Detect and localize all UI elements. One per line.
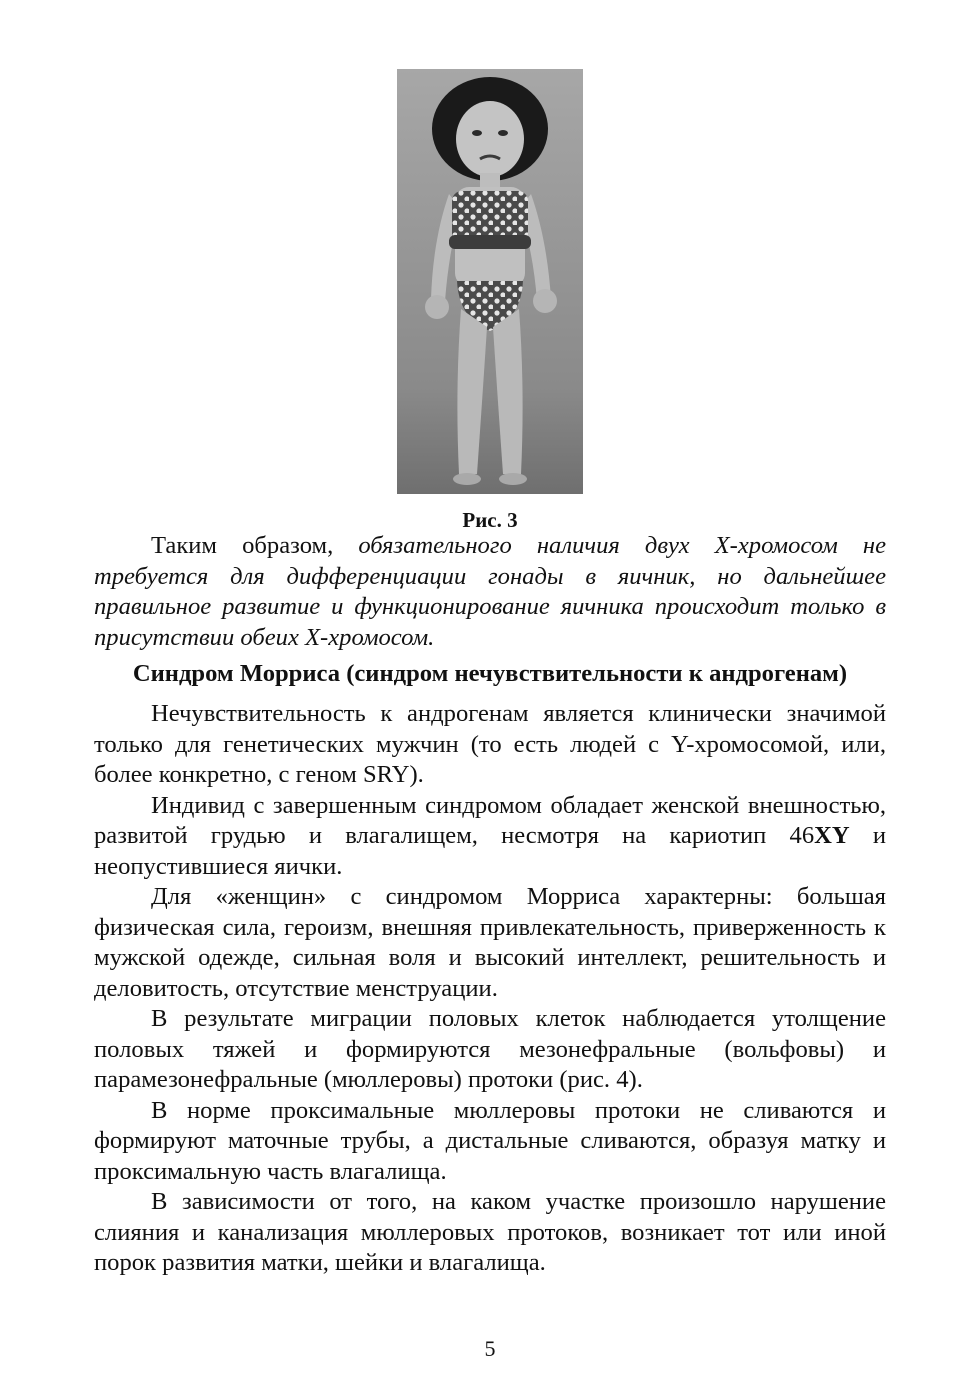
intro-emphasis: обязательного наличия двух Х-хромосом не требуется для дифференциации гонады в яичник, но дальнейшее правильное развитие и функционирование яичника происходит только в присутствии обеих Х-хромосом.: [94, 532, 886, 651]
paragraph-4: В результате миграции половых клеток наблюдается утолщение половых тяжей и формируются мезонефральные (вольфовы) и парамезонефральные (мюллеровы) протоки (рис. 4).: [94, 1005, 886, 1093]
child-photo-illustration: [397, 69, 583, 494]
paragraph-2-text: Индивид с завершенным синдромом обладает женской внешностью, развитой грудью и влагалищем, несмотря на кариотип 46: [94, 791, 886, 849]
paragraph-3: Для «женщин» с синдромом Морриса характерны: большая физическая сила, героизм, внешняя привлекательность, приверженность к мужской одежде, сильная воля и высокий интеллект, решительность и деловитость, отсутствие менструации.: [94, 883, 886, 1002]
karyotype-bold: XY: [814, 822, 850, 849]
paragraph-5: В норме проксимальные мюллеровы протоки не сливаются и формируют маточные трубы, а дистальные сливаются, образуя матку и проксимальную часть влагалища.: [94, 1096, 886, 1185]
paragraph-2-tail: и неопустившиеся яички.: [94, 822, 887, 880]
page-number: 5: [484, 1336, 496, 1361]
figure-caption: Рис. 3: [462, 508, 518, 532]
section-body: [94, 699, 886, 1279]
intro-text-block: [94, 531, 886, 653]
section-heading: Синдром Морриса (синдром нечувствительности к андрогенам): [132, 660, 848, 687]
paragraph-1: Нечувствительность к андрогенам является клинически значимой только для генетических мужчин (то есть людей с Y-хромосомой, или, более конкретно, с геном SRY).: [94, 700, 886, 788]
paragraph-6: В зависимости от того, на каком участке произошло нарушение слияния и канализация мюллеровых протоков, возникает тот или иной порок развития матки, шейки и влагалища.: [94, 1188, 886, 1276]
intro-lead: Таким образом,: [151, 532, 359, 559]
figure-photo: [397, 69, 583, 494]
intro-paragraph: [94, 531, 886, 653]
paragraph-2: [94, 791, 886, 883]
